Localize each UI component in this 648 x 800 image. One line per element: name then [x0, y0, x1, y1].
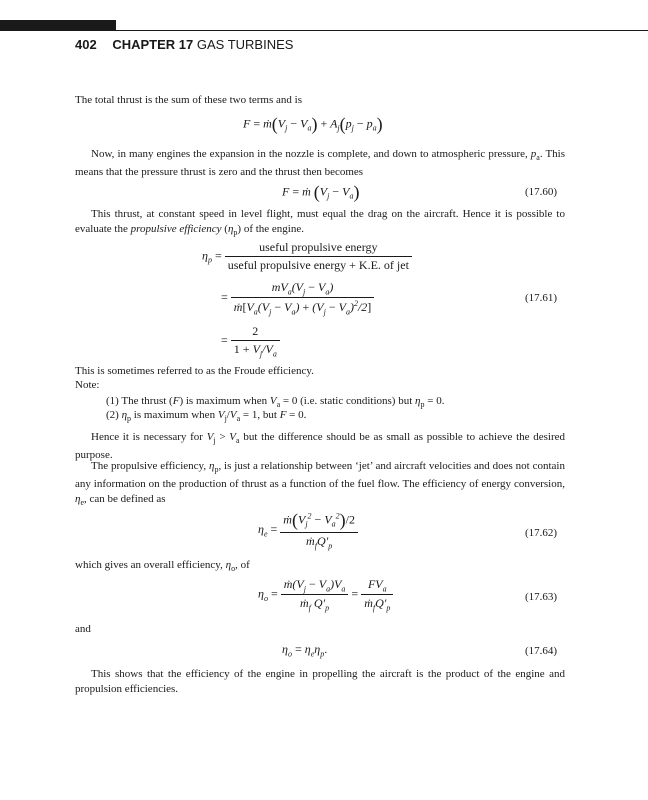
- equation-number-17-64: (17.64): [525, 645, 558, 657]
- paragraph-nozzle-expansion: Now, in many engines the expansion in the nozzle is complete, and down to atmospheric pressure, $p_a$. This means that the pressure thrust is zero and the thrust then becomes: [75, 148, 566, 179]
- running-header: [75, 37, 293, 52]
- note-label: Note:: [75, 379, 100, 391]
- page-number: 402: [75, 37, 97, 52]
- equation-17-60: F = ṁ $(V_j - V_a)$: [282, 182, 360, 202]
- equation-17-63: $\eta_o$ = $\frac{ṁ(V_j - V_a)V_a}{ṁ_f Q'_p}$ = $\frac{FV_a}{ṁ_fQ'_p}$: [258, 577, 393, 613]
- equation-17-61-line3: = $\frac{2}{1 + V_j/V_a}$: [221, 324, 280, 358]
- paragraph-necessity: Hence it is necessary for $V_j > V_a$ but the difference should be as small as possible to achieve the desired purpose.: [75, 431, 566, 462]
- chapter-title: GAS TURBINES: [196, 37, 294, 52]
- equation-number-17-63: (17.63): [525, 591, 558, 603]
- paragraph-froude: This is sometimes referred to as the Froude efficiency.: [75, 365, 314, 377]
- equation-17-62: $\eta_e$ = $\frac{ṁ(V_j^2 - V_a^2)/2}{ṁ_fQ'_p}$: [258, 510, 358, 550]
- note-1: (1) The thrust (F) is maximum when $V_a = 0$ (i.e. static conditions) but $\eta_p = 0$.: [106, 395, 445, 410]
- chapter-label: CHAPTER 17: [112, 37, 194, 52]
- note-2: (2) $\eta_p$ is maximum when $V_j/V_a = 1$, but F = 0.: [106, 409, 307, 424]
- paragraph-energy-conversion: The propulsive efficiency, $\eta_p$, is just a relationship between ‘jet’ and aircraft velocities and does not contain any information on the production of thrust as a function of the fuel flow. The efficiency of energy conversion, $\eta_e$, can be defined as: [75, 460, 565, 508]
- paragraph-conclusion: This shows that the efficiency of the engine in propelling the aircraft is the product of the engine and propulsion efficiencies.: [75, 668, 565, 695]
- equation-17-61-line1: $\eta_p$ = $\frac{\text{useful propulsive energy}}{\text{useful propulsive energy + K.E. of jet}}$: [202, 240, 412, 273]
- equation-number-17-62: (17.62): [525, 527, 558, 539]
- equation-number-17-61: (17.61): [525, 292, 558, 304]
- paragraph-propulsive-efficiency: This thrust, at constant speed in level flight, must equal the drag on the aircraft. Hence it is possible to evaluate the propulsive efficiency $(\eta_p)$ of the engine.: [75, 208, 565, 238]
- paragraph-overall-efficiency: which gives an overall efficiency, $\eta_o$, of: [75, 559, 250, 574]
- equation-17-61-line2: = $\frac{mV_a(V_j - V_a)}{ṁ[V_a(V_j - V_a) + (V_j - V_a)^2/2]}$: [221, 280, 374, 317]
- equation-number-17-60: (17.60): [525, 186, 558, 198]
- paragraph-and: and: [75, 623, 91, 635]
- equation-17-64: $\eta_o = \eta_e\eta_p$.: [282, 642, 328, 659]
- equation-total-thrust: $F = ṁ(V_j - V_a) + A_j(p_j - p_a)$: [243, 114, 383, 134]
- header-rule: [0, 30, 648, 31]
- paragraph-total-thrust: The total thrust is the sum of these two terms and is: [75, 94, 302, 106]
